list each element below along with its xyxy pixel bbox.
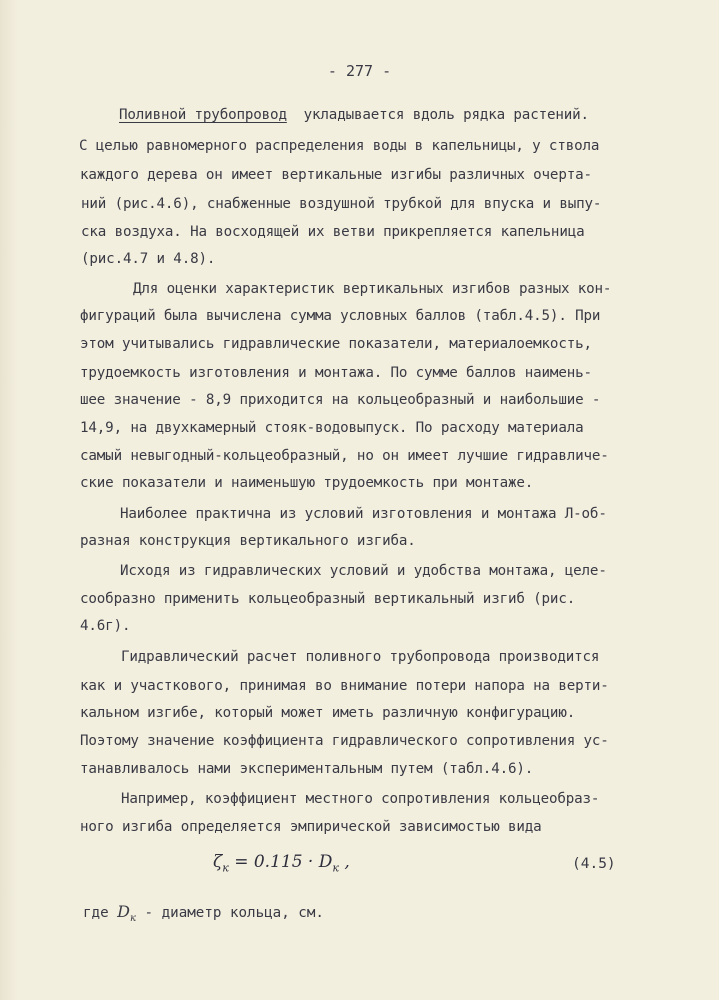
text-line: Поэтому значение коэффициента гидравлического сопротивления ус- xyxy=(80,733,609,749)
text-line: Исходя из гидравлических условий и удобства монтажа, целе- xyxy=(120,563,607,579)
text-line: Например, коэффициент местного сопротивления кольцеобраз- xyxy=(121,791,600,807)
where-symbol: D xyxy=(117,902,130,921)
formula-tail: , xyxy=(338,852,350,872)
text-line: С целью равномерного распределения воды в капельницы, у ствола xyxy=(79,138,600,154)
formula-rhs: D xyxy=(318,852,333,872)
formula-rhs-subscript: к xyxy=(332,861,339,875)
text-line: разная конструкция вертикального изгиба. xyxy=(80,533,416,549)
underlined-term: Поливной трубопровод xyxy=(119,107,287,123)
text-line: этом учитывались гидравлические показатели, материалоемкость, xyxy=(80,336,592,352)
formula xyxy=(213,852,350,874)
text-line: кальном изгибе, который может иметь различную конфигурацию. xyxy=(80,705,576,721)
text-line: ний (рис.4.6), снабженные воздушной трубкой для впуска и выпу- xyxy=(81,196,602,212)
text-line: (рис.4.7 и 4.8). xyxy=(81,251,216,267)
text-line: Гидравлический расчет поливного трубопровода производится xyxy=(121,649,600,665)
text-line: 4.6г). xyxy=(80,618,131,634)
formula-lhs-subscript: к xyxy=(222,861,229,875)
text-line: трудоемкость изготовления и монтажа. По сумме баллов наимень- xyxy=(80,365,592,381)
text-line: Наиболее практична из условий изготовления и монтажа Л-об- xyxy=(120,506,607,522)
formula-equals: = 0.115 · xyxy=(228,852,319,872)
text-line: Поливной трубопровод укладывается вдоль рядка растений. xyxy=(119,107,589,123)
text-line: фигураций была вычислена сумма условных баллов (табл.4.5). При xyxy=(80,308,601,324)
text-line: ские показатели и наименьшую трудоемкость при монтаже. xyxy=(80,475,534,491)
text-line: шее значение - 8,9 приходится на кольцеобразный и наибольшие - xyxy=(80,392,601,408)
text-line: 14,9, на двухкамерный стояк-водовыпуск. По расходу материала xyxy=(80,420,584,436)
text-line: сообразно применить кольцеобразный вертикальный изгиб (рис. xyxy=(80,591,576,607)
text-line: ска воздуха. На восходящей их ветви прикрепляется капельница xyxy=(81,224,585,240)
formula-lhs: ζ xyxy=(213,852,223,872)
text-line: ного изгиба определяется эмпирической зависимостью вида xyxy=(80,819,542,835)
text-line: каждого дерева он имеет вертикальные изгибы различных очерта- xyxy=(80,167,592,183)
text-line: танавливалось нами экспериментальным путем (табл.4.6). xyxy=(80,761,534,777)
where-suffix: - диаметр кольца, см. xyxy=(135,905,324,921)
formula-number: (4.5) xyxy=(572,856,616,872)
variable-definition xyxy=(83,902,324,924)
where-prefix: где xyxy=(83,905,118,921)
text-line: самый невыгодный-кольцеобразный, но он имеет лучшие гидравличе- xyxy=(80,448,609,464)
text-line: как и участкового, принимая во внимание потери напора на верти- xyxy=(80,678,609,694)
where-symbol-subscript: к xyxy=(130,912,136,924)
page-number: - 277 - xyxy=(327,62,392,80)
text-line: Для оценки характеристик вертикальных изгибов разных кон- xyxy=(133,281,612,297)
